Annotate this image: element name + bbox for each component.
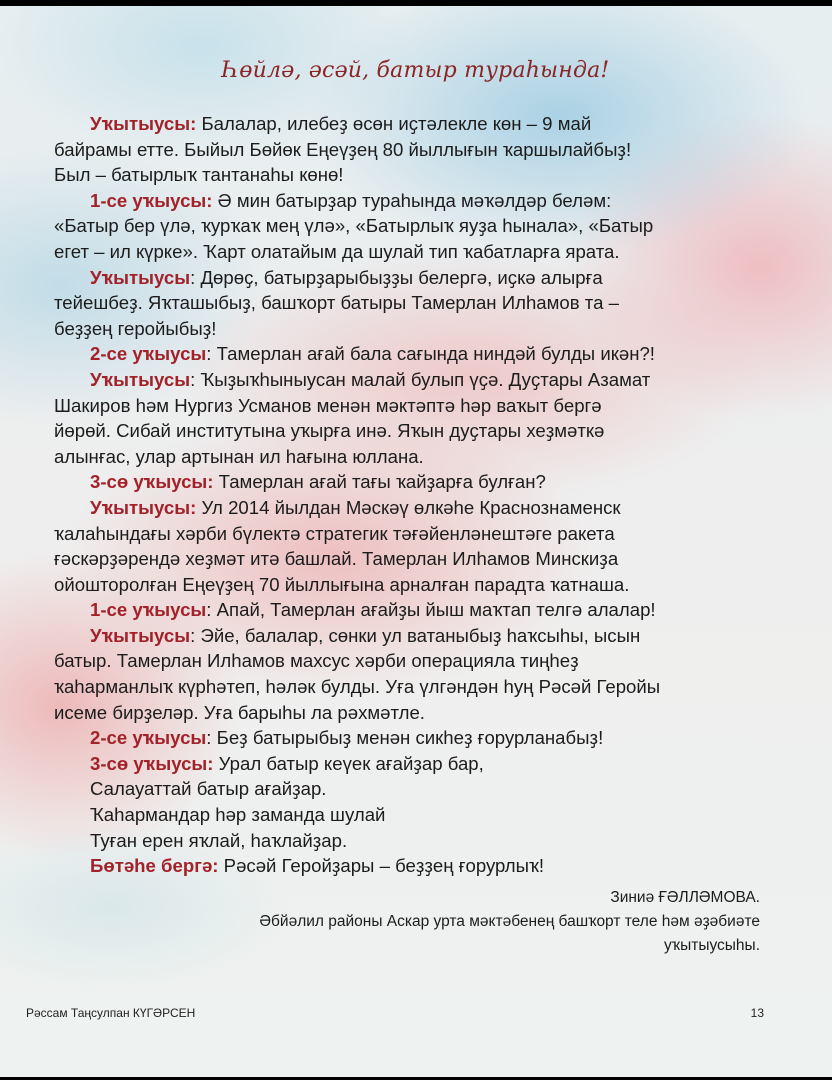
dialogue-line: 2-се уҡыусы: Тамерлан ағай бала сағында ниндәй булды икән?!	[90, 343, 655, 365]
page-title: Һөйлә, әсәй, батыр тураһында!	[222, 58, 610, 83]
magazine-page	[0, 6, 832, 1077]
dialogue-line: Уҡытыусы: Балалар, илебеҙ өсөн иҫтәлекле көн – 9 май	[90, 113, 592, 134]
dialogue-line: ғәскәрҙәрендә хеҙмәт итә башлай. Тамерлан Илһамов Минскиҙа	[54, 548, 619, 570]
dialogue-line: 1-се уҡыусы: Апай, Тамерлан ағайҙы йыш маҡтап телгә алалар!	[90, 599, 656, 621]
dialogue-text	[54, 111, 814, 879]
speaker-label: 3-сө уҡыусы:	[90, 752, 214, 774]
dialogue-line: Уҡытыусы: Ҡыҙыҡһыныусан малай булып үҫә. Дуҫтары Азамат	[90, 368, 651, 390]
dialogue-line: Был – батырлыҡ тантанаһы көнө!	[54, 164, 344, 186]
dialogue-line: йөрөй. Сибай институтына уҡырға инә. Яҡын дуҫтары хеҙмәткә	[54, 420, 605, 442]
dialogue-line: Бөтәһе бергә: Рәсәй Геройҙары – беҙҙең ғорурлыҡ!	[90, 855, 545, 877]
dialogue-line: батыр. Тамерлан Илһамов махсус хәрби операцияла тиңһеҙ	[54, 650, 579, 672]
dialogue-line: ойошторолған Еңеүҙең 70 йыллығына арналған парадта ҡатнаша.	[54, 573, 630, 595]
dialogue-line: Уҡытыусы: Дөрөҫ, батырҙарыбыҙҙы белергә, иҫкә алырға	[90, 266, 603, 288]
dialogue-line: Шакиров һәм Нургиз Усманов менән мәктәптә һәр ваҡыт бергә	[54, 394, 602, 416]
dialogue-line: Уҡытыусы: Эйе, балалар, сөнки ул ватаныбыҙ һаҡсыһы, ысын	[90, 624, 641, 646]
speaker-label: Уҡытыусы:	[90, 496, 197, 518]
dialogue-line: исеме бирҙеләр. Уға барыһы ла рәхмәтле.	[54, 701, 425, 723]
verse-line: Ҡаһармандар һәр заманда шулай	[90, 804, 386, 826]
speaker-label: 2-се уҡыусы	[90, 727, 207, 749]
speaker-label: Уҡытыусы	[90, 368, 191, 390]
verse-line: Туған ерен яҡлай, һаҡлайҙар.	[90, 829, 348, 851]
speaker-label: 3-сө уҡыусы:	[90, 471, 214, 493]
author-name: Зиниә ҒӘЛЛӘМОВА.	[610, 889, 760, 906]
speaker-label: Уҡытыусы	[90, 624, 191, 646]
dialogue-line: байрамы етте. Быйыл Бөйөк Еңеүҙең 80 йыллығын ҡаршылайбыҙ!	[54, 138, 632, 160]
speaker-label: 2-се уҡыусы	[90, 343, 207, 365]
dialogue-line: ҡаһарманлыҡ күрһәтеп, һәләк булды. Уға үлгәндән һуң Рәсәй Геройы	[54, 676, 661, 698]
author-position: Әбйәлил районы Аскар урта мәктәбенең башҡорт теле һәм әҙәбиәте	[259, 913, 760, 930]
dialogue-line: ҡалаһындағы хәрби бүлектә стратегик тәғәйенләнештәге ракета	[54, 522, 615, 544]
verse-line: Салауаттай батыр ағайҙар.	[90, 778, 327, 800]
dialogue-line: 1-се уҡыусы: Ә мин батырҙар тураһында мәҡәлдәр беләм:	[90, 189, 612, 211]
dialogue-line: 3-сө уҡыусы: Урал батыр кеүек ағайҙар бар,	[90, 752, 484, 774]
page-number: 13	[750, 1006, 764, 1020]
author-signature	[259, 886, 760, 958]
dialogue-line: егет – ил күрке». Ҡарт олатайым да шулай тип ҡабатларға ярата.	[54, 240, 620, 262]
speaker-label: Уҡытыусы:	[90, 113, 197, 134]
speaker-label: 1-се уҡыусы:	[90, 189, 213, 211]
speaker-label: 1-се уҡыусы	[90, 599, 207, 621]
dialogue-line: Уҡытыусы: Ул 2014 йылдан Мәскәү өлкәһе Краснознаменск	[90, 496, 621, 518]
dialogue-line: беҙҙең геройыбыҙ!	[54, 317, 217, 339]
speaker-label: Бөтәһе бергә:	[90, 855, 219, 877]
speaker-label: Уҡытыусы	[90, 266, 191, 288]
dialogue-line: 3-сө уҡыусы: Тамерлан ағай тағы ҡайҙарға булған?	[90, 471, 546, 493]
illustrator-credit: Рәссам Таңсулпан КҮГӘРСЕН	[26, 1006, 196, 1020]
dialogue-line: «Батыр бер үлә, ҡурҡаҡ мең үлә», «Батырлыҡ яуҙа һынала», «Батыр	[54, 215, 654, 237]
author-position-cont: уҡытыусыһы.	[664, 937, 760, 954]
dialogue-line: 2-се уҡыусы: Беҙ батырыбыҙ менән сикһеҙ ғорурланабыҙ!	[90, 727, 604, 749]
dialogue-line: алынғас, улар артынан ил һағына юллана.	[54, 445, 424, 467]
dialogue-line: тейешбеҙ. Яҡташыбыҙ, башҡорт батыры Тамерлан Илһамов та –	[54, 292, 619, 314]
